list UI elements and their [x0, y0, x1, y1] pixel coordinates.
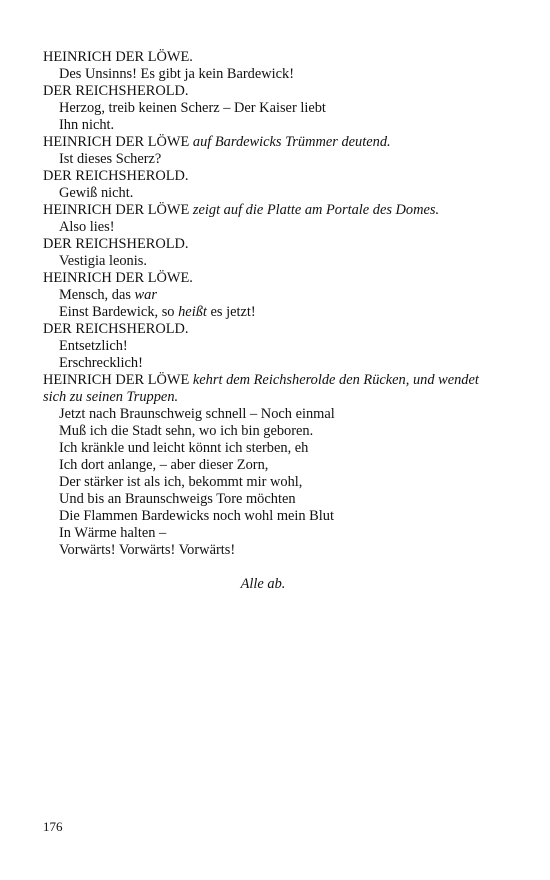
speaker-line [43, 168, 483, 185]
verse-text: Herzog, treib keinen Scherz – Der Kaiser liebt [59, 100, 326, 116]
verse-text: Die Flammen Bardewicks noch wohl mein Blut [59, 508, 334, 524]
stage-direction-exit: Alle ab. [240, 576, 286, 592]
verse-text: Erschrecklich! [59, 355, 143, 371]
emphasized-text: war [134, 287, 157, 303]
speaker-line [43, 321, 483, 338]
verse-line [43, 100, 483, 117]
speaker-name: HEINRICH DER LÖWE [43, 202, 190, 218]
verse-line [43, 423, 483, 440]
verse-line [43, 151, 483, 168]
speaker-name: DER REICHSHEROLD. [43, 236, 189, 252]
stage-direction: kehrt dem Reichsherolde den Rücken, und wendet sich zu seinen Truppen. [43, 372, 479, 405]
verse-text: Gewiß nicht. [59, 185, 134, 201]
verse-text: Jetzt nach Braunschweig schnell – Noch einmal [59, 406, 335, 422]
verse-text: In Wärme halten – [59, 525, 167, 541]
verse-text: Ihn nicht. [59, 117, 115, 133]
verse-line [43, 304, 483, 321]
verse-line [43, 457, 483, 474]
verse-line [43, 406, 483, 423]
verse-text: Ist dieses Scherz? [59, 151, 162, 167]
verse-line [43, 253, 483, 270]
speaker-name: DER REICHSHEROLD. [43, 83, 189, 99]
speaker-line [43, 270, 483, 287]
verse-text: Ich dort anlange, – aber dieser Zorn, [59, 457, 269, 473]
verse-line [43, 287, 483, 304]
speaker-name: HEINRICH DER LÖWE. [43, 49, 193, 65]
stage-direction: zeigt auf die Platte am Portale des Domes. [192, 202, 440, 218]
speaker-line [43, 372, 483, 406]
speaker-line [43, 134, 483, 151]
speaker-name: HEINRICH DER LÖWE [43, 134, 190, 150]
verse-line [43, 508, 483, 525]
emphasized-text: heißt [178, 304, 207, 320]
verse-line [43, 355, 483, 372]
speaker-name: HEINRICH DER LÖWE [43, 372, 190, 388]
verse-text: Ich kränkle und leicht könnt ich sterben, eh [59, 440, 309, 456]
play-text [43, 49, 483, 593]
page-number: 176 [43, 819, 63, 834]
verse-line [43, 185, 483, 202]
verse-line [43, 542, 483, 559]
verse-line [43, 117, 483, 134]
speaker-line [43, 202, 483, 219]
verse-text: Und bis an Braunschweigs Tore möchten [59, 491, 296, 507]
verse-line [43, 219, 483, 236]
verse-text: Einst Bardewick, so [59, 304, 179, 320]
stage-direction: auf Bardewicks Trümmer deutend. [192, 134, 391, 150]
verse-text: Mensch, das [59, 287, 135, 303]
verse-line [43, 440, 483, 457]
verse-line [43, 474, 483, 491]
speaker-line [43, 83, 483, 100]
verse-text: Entsetzlich! [59, 338, 128, 354]
verse-text: Vorwärts! Vorwärts! Vorwärts! [59, 542, 236, 558]
speaker-line [43, 49, 483, 66]
verse-line [43, 491, 483, 508]
verse-text: Muß ich die Stadt sehn, wo ich bin geboren. [59, 423, 314, 439]
speaker-name: DER REICHSHEROLD. [43, 168, 189, 184]
verse-text: Also lies! [59, 219, 115, 235]
verse-text: es jetzt! [206, 304, 256, 320]
speaker-name: HEINRICH DER LÖWE. [43, 270, 193, 286]
verse-text: Des Unsinns! Es gibt ja kein Bardewick! [59, 66, 295, 82]
verse-text: Der stärker ist als ich, bekommt mir wohl, [59, 474, 303, 490]
verse-line [43, 338, 483, 355]
speaker-line [43, 236, 483, 253]
verse-line [43, 525, 483, 542]
dialogue-lines [43, 49, 483, 559]
speaker-name: DER REICHSHEROLD. [43, 321, 189, 337]
verse-text: Vestigia leonis. [59, 253, 147, 269]
verse-line [43, 66, 483, 83]
